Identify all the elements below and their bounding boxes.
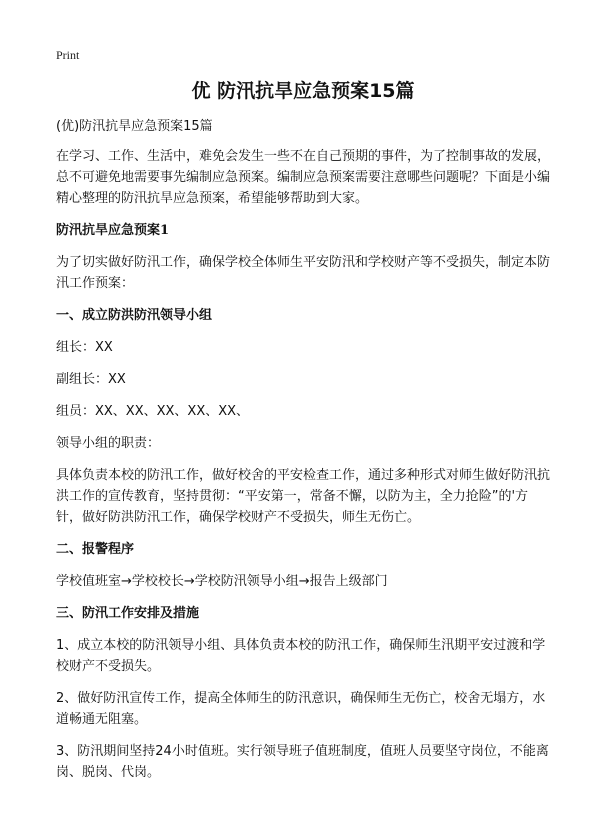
- intro-paragraph: 在学习、工作、生活中，难免会发生一些不在自己预期的事件，为了控制事故的发展，总不可避免地需要事先编制应急预案。编制应急预案需要注意哪些问题呢？下面是小编精心整理的防汛抗旱应急预案，希望能够帮助到大家。: [56, 149, 551, 206]
- heading-leadership-group: 一、成立防洪防汛领导小组: [56, 308, 213, 323]
- heading-measures: 三、防汛工作安排及措施: [56, 606, 200, 621]
- measure-item-3: 3、防汛期间坚持24小时值班。实行领导班子值班制度，值班人员要坚守岗位，不能离岗、脱岗、代岗。: [56, 744, 549, 780]
- leader-line: 组长：XX: [56, 340, 113, 355]
- measure-item-2: 2、做好防汛宣传工作，提高全体师生的防汛意识，确保师生无伤亡，校舍无塌方，水道畅通无阻塞。: [56, 691, 546, 727]
- duties-paragraph: 具体负责本校的防汛工作，做好校舍的平安检查工作，通过多种形式对师生做好防汛抗洪工作的宣传教育，坚持贯彻：“平安第一，常备不懈，以防为主，全力抢险”的'方针，做好防洪防汛工作，确保学校财产不受损失，师生无伤亡。: [56, 468, 551, 525]
- document-subtitle: (优)防汛抗旱应急预案15篇: [56, 119, 213, 134]
- section-heading: 防汛抗旱应急预案1: [56, 223, 170, 238]
- heading-alarm-procedure: 二、报警程序: [56, 542, 135, 557]
- alarm-chain: 学校值班室→学校校长→学校防汛领导小组→报告上级部门: [56, 574, 388, 589]
- measure-item-1: 1、成立本校的防汛领导小组、具体负责本校的防汛工作，确保师生汛期平安过渡和学校财产不受损失。: [56, 638, 546, 674]
- vice-leader-line: 副组长：XX: [56, 372, 126, 387]
- document-title: 优 防汛抗旱应急预案15篇: [191, 80, 415, 102]
- members-line: 组员：XX、XX、XX、XX、XX、: [56, 404, 250, 419]
- print-label: Print: [56, 48, 80, 62]
- duties-label: 领导小组的职责：: [56, 436, 161, 451]
- document-body: [56, 78, 550, 794]
- purpose-paragraph: 为了切实做好防汛工作，确保学校全体师生平安防汛和学校财产等不受损失，制定本防汛工作预案：: [56, 255, 551, 291]
